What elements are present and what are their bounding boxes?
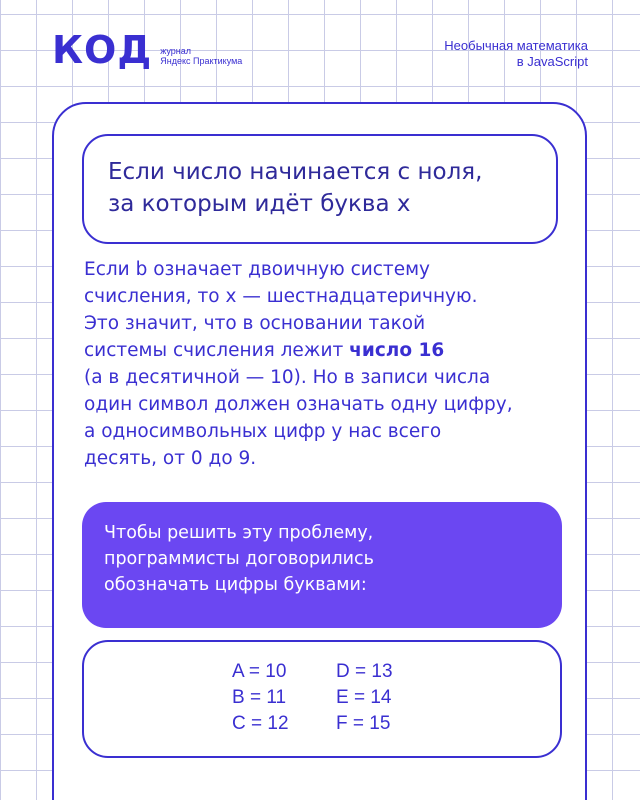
callout-line-2: программисты договорились [104, 549, 374, 569]
topic-line-2: в JavaScript [516, 54, 588, 69]
body-line-6: один символ должен означать одну цифру, [84, 394, 513, 415]
hex-column-left [232, 659, 289, 737]
body-paragraph [84, 256, 564, 472]
body-line-3: Это значит, что в основании такой [84, 313, 426, 334]
heading-box [82, 134, 558, 244]
hex-column-right [336, 659, 393, 737]
hex-row-e: E = 14 [336, 687, 392, 708]
body-emphasis: число 16 [349, 340, 445, 361]
brand-logo [52, 28, 243, 72]
hex-row-c: C = 12 [232, 713, 289, 734]
callout-line-3: обозначать цифры буквами: [104, 575, 367, 595]
hex-row-d: D = 13 [336, 661, 393, 682]
logo-subtitle-line-1: журнал [160, 46, 191, 56]
body-line-5: (а в десятичной — 10). Но в записи числа [84, 367, 491, 388]
body-line-2: счисления, то x — шестнадцатеричную. [84, 286, 478, 307]
callout-box [82, 502, 562, 628]
body-line-4 [84, 337, 564, 364]
body-line-1: Если b означает двоичную систему [84, 259, 430, 280]
hex-row-a: A = 10 [232, 661, 287, 682]
callout-line-1: Чтобы решить эту проблему, [104, 523, 374, 543]
logo-subtitle [160, 46, 242, 66]
content-card [52, 102, 587, 800]
series-topic [444, 38, 588, 70]
hex-row-b: B = 11 [232, 687, 287, 708]
hex-row-f: F = 15 [336, 713, 391, 734]
hex-letter-table [82, 640, 562, 758]
topic-line-1: Необычная математика [444, 38, 588, 53]
heading-line-1: Если число начинается с ноля, [108, 159, 483, 185]
body-line-4-text: системы счисления лежит [84, 340, 350, 361]
heading-line-2: за которым идёт буква x [108, 191, 411, 217]
logo-wordmark: КОД [52, 28, 153, 72]
body-line-7: а односимвольных цифр у нас всего [84, 421, 442, 442]
logo-subtitle-line-2: Яндекс Практикума [160, 56, 243, 66]
body-line-8: десять, от 0 до 9. [84, 448, 257, 469]
